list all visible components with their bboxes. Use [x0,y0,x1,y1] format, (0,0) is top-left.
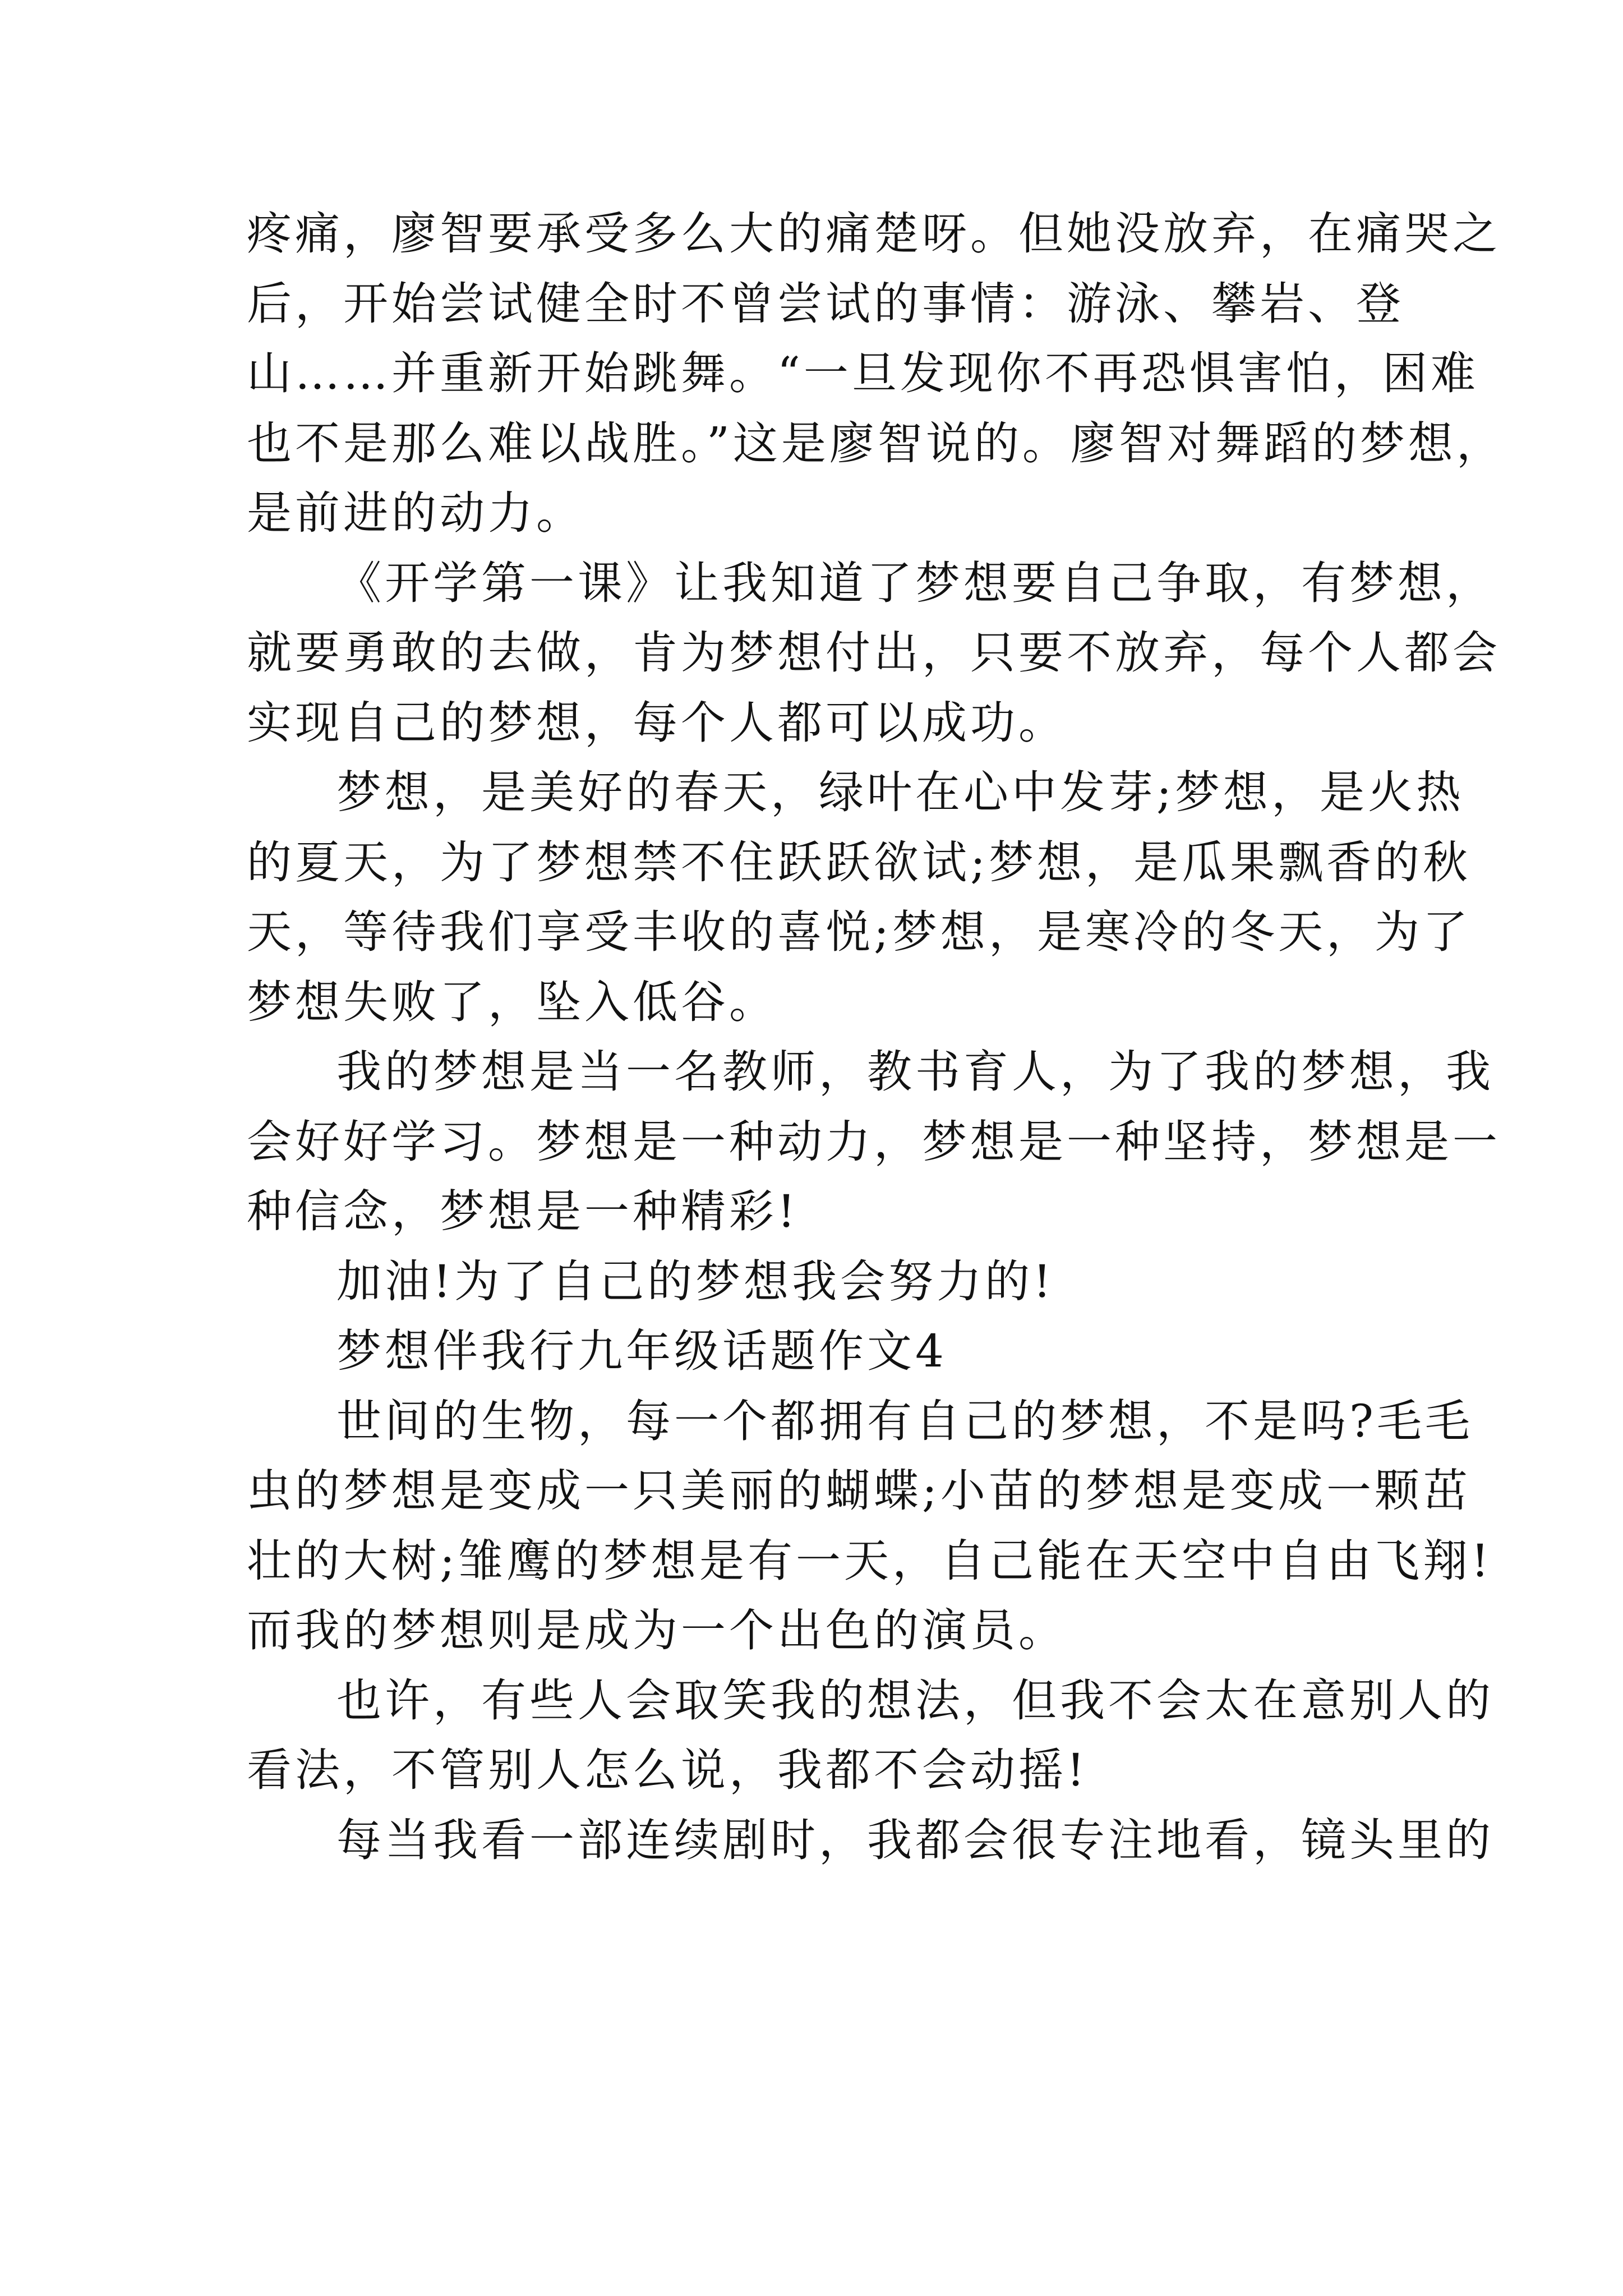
text-line: 也不是那么难以战胜。”这是廖智说的。廖智对舞蹈的梦想， [247,417,1505,470]
text-line: 梦想失败了，坠入低谷。 [247,976,777,1028]
paragraph-creatures [247,1387,1493,1666]
text-line: 就要勇敢的去做，肯为梦想付出，只要不放弃，每个人都会 [247,627,1501,679]
text-line: 我的梦想是当一名教师，教书育人，为了我的梦想，我 [336,1046,1494,1098]
text-line: 世间的生物，每一个都拥有自己的梦想，不是吗?毛毛 [336,1395,1473,1447]
text-line: 是前进的动力。 [247,487,584,539]
text-line: 后，开始尝试健全时不曾尝试的事情：游泳、攀岩、登 [247,277,1404,330]
text-line: 《开学第一课》让我知道了梦想要自己争取，有梦想， [336,556,1494,609]
text-line: 也许，有些人会取笑我的想法，但我不会太在意别人的 [336,1674,1494,1727]
text-line: 壮的大树;雏鹰的梦想是有一天，自己能在天空中自由飞翔! [247,1534,1493,1587]
text-line: 每当我看一部连续剧时，我都会很专注地看，镜头里的 [336,1814,1494,1866]
text-line: 疼痛，廖智要承受多么大的痛楚呀。但她没放弃，在痛哭之 [247,208,1501,260]
paragraph-laugh [247,1666,1494,1806]
text-line: 看法，不管别人怎么说，我都不会动摇! [247,1744,1089,1796]
text-line: 实现自己的梦想，每个人都可以成功。 [247,696,1067,749]
paragraph-tv-series [247,1806,1494,1876]
paragraph-seasons [247,758,1471,1037]
text-line: 的夏天，为了梦想禁不住跃跃欲试;梦想，是瓜果飘香的秋 [247,836,1471,889]
text-line: 梦想，是美好的春天，绿叶在心中发芽;梦想，是火热 [336,766,1464,818]
text-line: 加油!为了自己的梦想我会努力的! [336,1255,1055,1308]
text-line: 而我的梦想则是成为一个出色的演员。 [247,1604,1067,1657]
essay-title [247,1317,1388,1387]
text-line: 会好好学习。梦想是一种动力，梦想是一种坚持，梦想是一 [247,1115,1501,1168]
document-body [247,199,1505,1875]
text-line: 种信念，梦想是一种精彩! [247,1185,799,1237]
paragraph-first-class [247,549,1501,758]
text-line: 天，等待我们享受丰收的喜悦;梦想，是寒冷的冬天，为了 [247,906,1471,958]
text-line: 山……并重新开始跳舞。“一旦发现你不再恐惧害怕，困难 [247,347,1479,399]
paragraph-continuation [247,199,1505,549]
paragraph-teacher-dream [247,1037,1501,1247]
text-line: 梦想伴我行九年级话题作文4 [336,1325,947,1377]
paragraph-cheer [247,1247,1388,1317]
text-line: 虫的梦想是变成一只美丽的蝴蝶;小苗的梦想是变成一颗茁 [247,1465,1471,1517]
